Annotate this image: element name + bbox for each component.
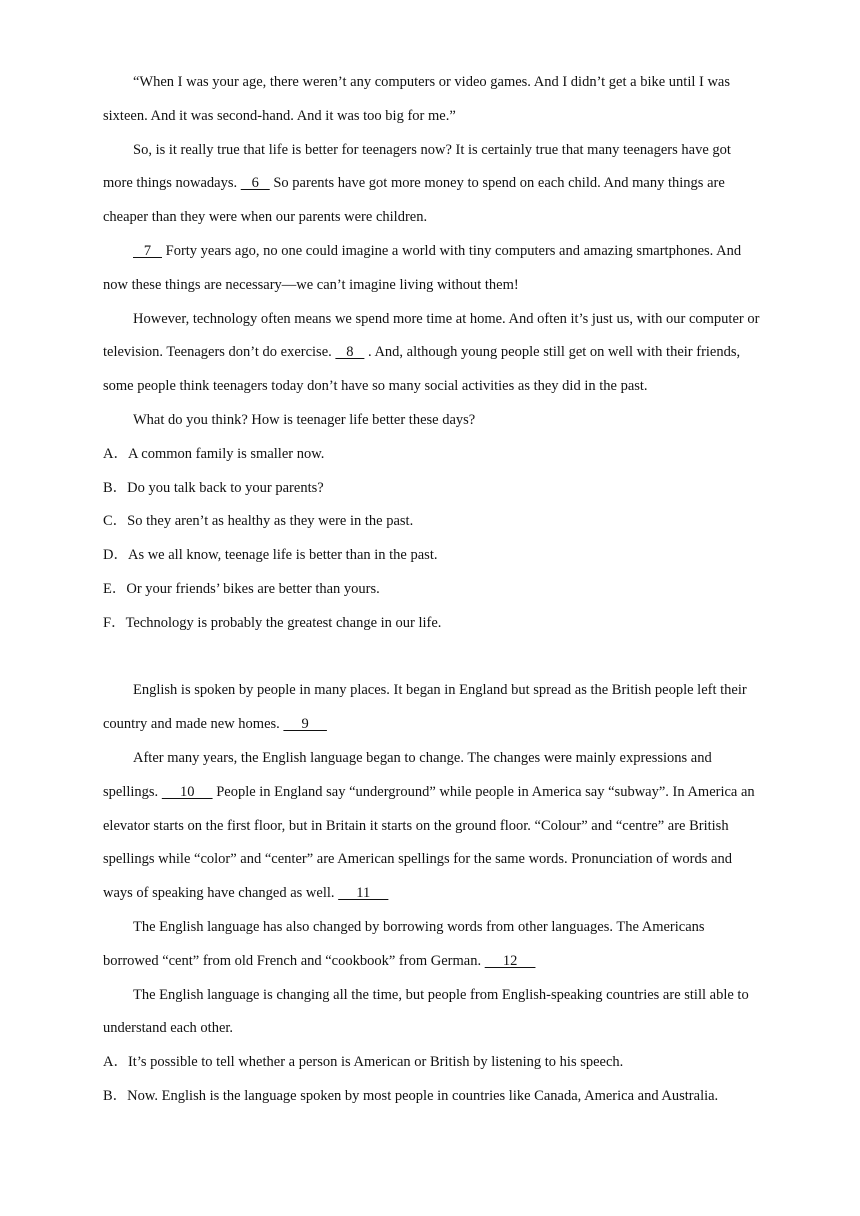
- answer-blank: 7: [133, 242, 162, 259]
- paragraph-text: The English language is changing all the time, but people from English-speaking countries are still able to understand each other.: [103, 986, 749, 1037]
- passage-2-options: [103, 1046, 763, 1114]
- option-b: B．Now. English is the language spoken by most people in countries like Canada, America and Australia.: [103, 1087, 719, 1104]
- paragraph-text: People in England say “underground” while people in America say “subway”. In America an elevator starts on the first floor, but in Britain it starts on the ground floor. “Colour” and “centre” are British spellings while “color” and “center” are American spellings for the same words. Pronunciation of words and ways of speaking have changed as well.: [103, 783, 755, 902]
- passage-1-paragraph-3: [103, 235, 763, 303]
- option-f: F．Technology is probably the greatest change in our life.: [103, 614, 442, 631]
- paragraph-text: Forty years ago, no one could imagine a world with tiny computers and amazing smartphones. And now these things are necessary—we can’t imagine living without them!: [103, 242, 742, 293]
- option-a: A．It’s possible to tell whether a person is American or British by listening to his speech.: [103, 1054, 624, 1071]
- paragraph-text: English is spoken by people in many places. It began in England but spread as the British people left their country and made new homes.: [103, 682, 747, 733]
- answer-blank: 9: [283, 716, 327, 733]
- option-e: E．Or your friends’ bikes are better than yours.: [103, 580, 380, 597]
- passage-2-paragraph-2: [103, 742, 763, 911]
- answer-blank: 11: [338, 885, 389, 902]
- answer-blank: 12: [484, 952, 536, 969]
- passage-2-paragraph-3: [103, 911, 763, 979]
- section-gap: [103, 641, 763, 675]
- passage-2-paragraph-4: [103, 979, 763, 1047]
- passage-1-paragraph-5: [103, 404, 763, 438]
- paragraph-text: So, is it really true that life is better for teenagers now? It is certainly true that many teenagers have got more things nowadays.: [103, 141, 731, 192]
- option-d: D．As we all know, teenage life is better than in the past.: [103, 547, 438, 564]
- paragraph-text: So parents have got more money to spend on each child. And many things are cheaper than they were when our parents were children.: [103, 175, 725, 226]
- passage-1-paragraph-2: [103, 134, 763, 235]
- paragraph-text: However, technology often means we spend more time at home. And often it’s just us, with our computer or television. Teenagers don’t do exercise.: [103, 310, 760, 361]
- passage-1-options: [103, 438, 763, 641]
- passage-1: [103, 66, 763, 641]
- passage-1-paragraph-4: [103, 303, 763, 404]
- answer-blank: 8: [335, 344, 365, 361]
- answer-blank: 10: [161, 783, 213, 800]
- paragraph-text: After many years, the English language began to change. The changes were mainly expressions and spellings.: [103, 749, 712, 800]
- answer-blank: 6: [240, 175, 270, 192]
- document-page: [103, 66, 763, 1114]
- paragraph-text: “When I was your age, there weren’t any computers or video games. And I didn’t get a bike until I was sixteen. And it was second-hand. And it was too big for me.”: [103, 74, 731, 124]
- paragraph-text: The English language has also changed by borrowing words from other languages. The Americans borrowed “cent” from old French and “cookbook” from German.: [103, 918, 705, 969]
- option-b: B．Do you talk back to your parents?: [103, 479, 324, 496]
- passage-1-paragraph-1: [103, 66, 763, 134]
- option-a: A．A common family is smaller now.: [103, 445, 325, 462]
- paragraph-text: . And, although young people still get on well with their friends, some people think teenagers today don’t have so many social activities as they did in the past.: [103, 344, 741, 395]
- passage-2-paragraph-1: [103, 674, 763, 742]
- paragraph-text: What do you think? How is teenager life better these days?: [133, 411, 476, 428]
- passage-2: [103, 674, 763, 1113]
- option-c: C．So they aren’t as healthy as they were in the past.: [103, 513, 414, 530]
